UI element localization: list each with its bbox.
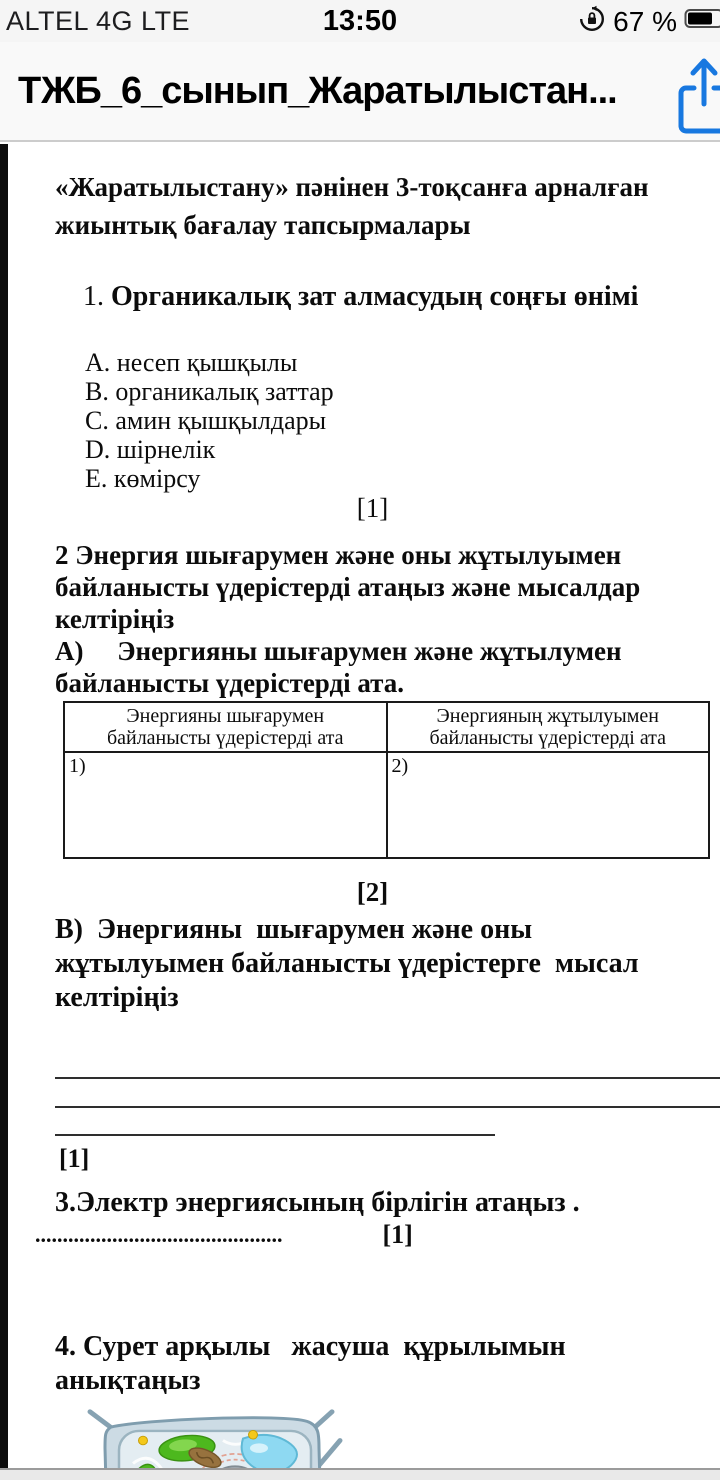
question-1-text: Органикалық зат алмасудың соңғы өнімі [111, 281, 639, 312]
table-row [64, 752, 709, 858]
table-header-absorb: Энергияның жұтылуымен байланысты үдерістерді ата [387, 702, 710, 752]
option-c: C. амин қышқылдары [85, 406, 327, 435]
question-4-text: 4. Сурет арқылы жасуша құрылымын анықтаңыз [55, 1331, 573, 1396]
question-1 [55, 246, 690, 348]
table-cell-2: 2) [387, 752, 710, 858]
option-e: E. көмірсу [85, 464, 201, 493]
question-3-score: [1] [382, 1220, 413, 1249]
question-2a-score: [2] [356, 877, 389, 907]
energy-processes-table [63, 701, 710, 859]
question-1-score: [1] [356, 493, 389, 523]
question-2-part-a: А) Энергияны шығарумен және жұтылумен байланысты үдерістерді ата. [55, 636, 629, 698]
bottom-toolbar-edge [0, 1468, 720, 1480]
question-2-text: 2 Энергия шығарумен және оны жұтылуымен байланысты үдерістерді атаңыз және мысалдар келтіріңіз [55, 540, 647, 634]
question-2-part-b: В) Энергияны шығарумен және оны жұтылуымен байланысты үдерістерге мысал келтіріңіз [55, 914, 646, 1013]
question-1-number: 1. [83, 281, 111, 312]
table-header-release: Энергияны шығарумен байланысты үдерістерді ата [64, 702, 387, 752]
document-title: ТЖБ_6_сынып_Жаратылыстан... [18, 70, 617, 112]
share-button[interactable] [672, 54, 720, 145]
page-left-edge [0, 144, 8, 1480]
answer-line [55, 1077, 720, 1079]
document-header [0, 42, 720, 142]
answer-line [55, 1134, 495, 1136]
question-1-options [85, 348, 690, 493]
share-icon [672, 54, 720, 140]
option-a: A. несеп қышқылы [85, 348, 298, 377]
option-b: B. органикалық заттар [85, 377, 334, 406]
battery-icon [684, 7, 720, 36]
assessment-title: «Жаратылыстану» пәнінен 3-тоқсанға арналған жиынтық бағалау тапсырмалары [55, 172, 656, 240]
dotted-answer-line: ............................................. [35, 1222, 283, 1247]
table-cell-1: 1) [64, 752, 387, 858]
plant-cell-illustration [83, 1406, 343, 1468]
question-3-text: 3.Электр энергиясының бірлігін атаңыз . [55, 1187, 580, 1218]
answer-line [55, 1106, 720, 1108]
battery-percent: 67 % [613, 5, 677, 37]
question-2b-score: [1] [59, 1144, 90, 1173]
question-3-answer-row [35, 1220, 690, 1250]
carrier-label: ALTEL 4G LTE [6, 6, 191, 36]
orientation-lock-icon [578, 5, 606, 38]
option-d: D. шірнелік [85, 435, 216, 464]
status-bar [0, 0, 720, 42]
document-page[interactable] [0, 144, 720, 1468]
table-header-row [64, 702, 709, 752]
clock: 13:50 [322, 5, 398, 37]
